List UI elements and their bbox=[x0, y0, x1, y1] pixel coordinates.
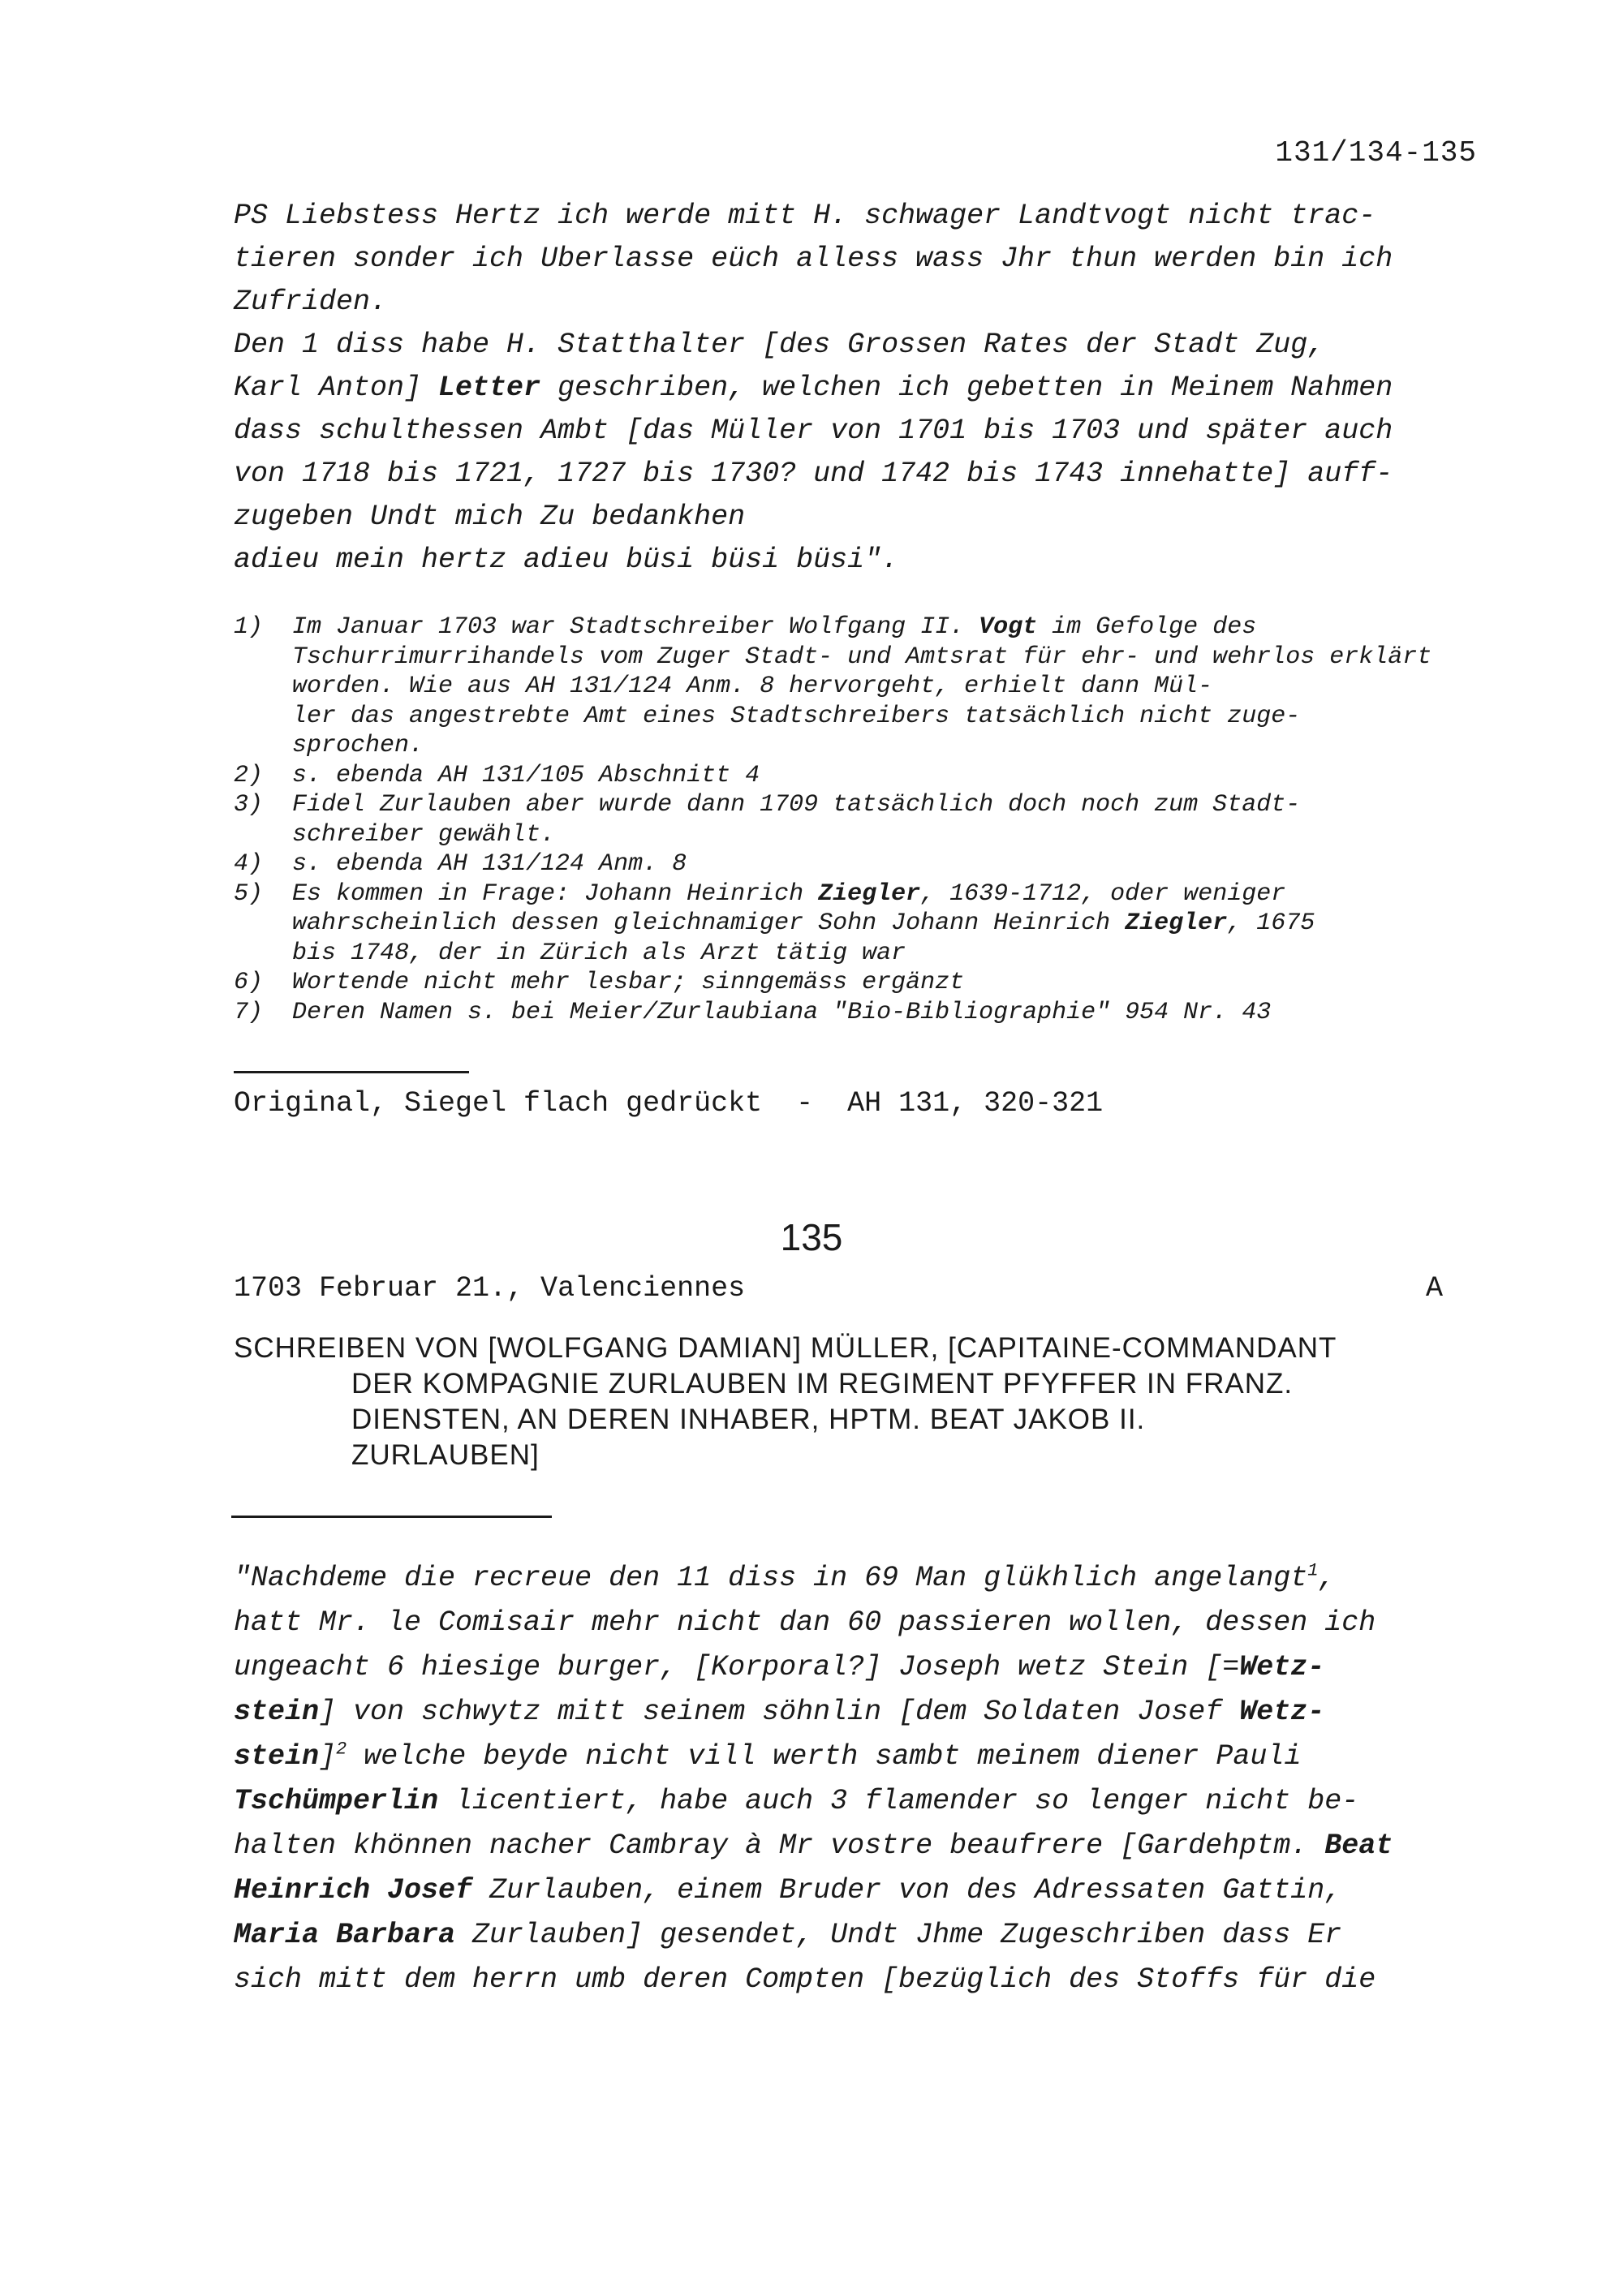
postscript-block bbox=[234, 195, 1483, 582]
body-text: ungeacht 6 hiesige burger, [Korporal?] Joseph wetz Stein [= bbox=[234, 1651, 1240, 1683]
body-line bbox=[234, 1913, 1483, 1958]
title-line: ZURLAUBEN] bbox=[351, 1439, 540, 1471]
fn-text: ler das angestrebte Amt eines Stadtschreibers tatsächlich nicht zuge- bbox=[292, 702, 1301, 730]
footnote-number: 5) bbox=[234, 879, 264, 908]
body-line bbox=[234, 1735, 1483, 1779]
body-text: licentiert, habe auch 3 flamender so lenger nicht be- bbox=[438, 1785, 1359, 1817]
date-place: 1703 Februar 21., Valenciennes bbox=[234, 1272, 746, 1305]
divider-rule bbox=[231, 1516, 552, 1518]
footnote-2 bbox=[234, 761, 1483, 791]
body-line bbox=[234, 1824, 1483, 1868]
fn-bold: Ziegler bbox=[818, 879, 921, 908]
ps-line: zugeben Undt mich Zu bedankhen bbox=[234, 501, 746, 533]
ps-line: PS Liebstess Hertz ich werde mitt H. schwager Landtvogt nicht trac- bbox=[234, 200, 1376, 232]
fn-bold: Vogt bbox=[979, 613, 1038, 641]
body-text: ] bbox=[319, 1740, 337, 1773]
body-bold: stein bbox=[234, 1740, 320, 1773]
body-bold: Heinrich Josef bbox=[234, 1874, 473, 1907]
body-line bbox=[234, 1868, 1483, 1913]
footnote-text: Wortende nicht mehr lesbar; sinngemäss ergänzt bbox=[292, 969, 965, 996]
footnote-number: 3) bbox=[234, 791, 264, 819]
ps-bold-word: Letter bbox=[438, 372, 541, 404]
footnote-4 bbox=[234, 849, 1483, 879]
ps-line bbox=[234, 367, 1483, 410]
body-line: sich mitt dem herrn umb deren Compten [bezüglich des Stoffs für die bbox=[234, 1963, 1376, 1996]
ps-line: dass schulthessen Ambt [das Müller von 1701 bis 1703 und später auch bbox=[234, 415, 1393, 447]
body-text: ] von schwytz mitt seinem söhnlin [dem Soldaten Josef bbox=[319, 1696, 1240, 1728]
fn-text: Im Januar 1703 war Stadtschreiber Wolfgang II. bbox=[292, 613, 979, 641]
footnote-1 bbox=[234, 613, 1483, 761]
footnote-5 bbox=[234, 879, 1483, 969]
body-line bbox=[234, 1645, 1483, 1690]
body-text: , bbox=[1318, 1562, 1336, 1594]
footnotes bbox=[234, 613, 1483, 1027]
footnote-6 bbox=[234, 968, 1483, 998]
fn-text: Fidel Zurlauben aber wurde dann 1709 tatsächlich doch noch zum Stadt- bbox=[292, 791, 1301, 819]
body-text: welche beyde nicht vill werth sambt meinem diener Pauli bbox=[347, 1740, 1302, 1773]
date-place-line bbox=[234, 1272, 1443, 1305]
footnote-ref: 1 bbox=[1307, 1560, 1319, 1581]
body-line bbox=[234, 1690, 1483, 1735]
body-text: "Nachdeme die recreue den 11 diss in 69 Man glükhlich angelangt bbox=[234, 1562, 1308, 1594]
footnote-3 bbox=[234, 790, 1483, 849]
document-code: A bbox=[1425, 1272, 1443, 1305]
footnote-number: 2) bbox=[234, 761, 264, 789]
footnote-text bbox=[292, 790, 1483, 849]
ps-line: Zufriden. bbox=[234, 286, 388, 318]
footnote-number: 7) bbox=[234, 998, 264, 1026]
fn-text: bis 1748, der in Zürich als Arzt tätig war bbox=[292, 939, 906, 967]
body-bold: Tschümperlin bbox=[234, 1785, 439, 1817]
body-line bbox=[234, 1779, 1483, 1824]
footnote-text bbox=[292, 879, 1483, 969]
fn-bold: Ziegler bbox=[1125, 909, 1228, 937]
body-bold: Beat bbox=[1324, 1829, 1393, 1862]
footnote-text bbox=[292, 613, 1483, 761]
title-line: SCHREIBEN VON [WOLFGANG DAMIAN] MÜLLER, [CAPITAINE-COMMANDANT bbox=[234, 1332, 1337, 1364]
fn-text: , 1639-1712, oder weniger bbox=[920, 879, 1286, 908]
fn-text: sprochen. bbox=[292, 732, 424, 759]
page-reference: 131/134-135 bbox=[1275, 136, 1477, 170]
footnote-number: 6) bbox=[234, 969, 264, 996]
body-text: Zurlauben] gesendet, Undt Jhme Zugeschriben dass Er bbox=[455, 1919, 1342, 1951]
fn-text: , 1675 bbox=[1227, 909, 1315, 937]
ps-text: Karl Anton] bbox=[234, 372, 439, 404]
body-text: halten khönnen nacher Cambray à Mr vostre beaufrere [Gardehptm. bbox=[234, 1829, 1325, 1862]
footnote-ref: 2 bbox=[336, 1739, 347, 1760]
footnote-text: s. ebenda AH 131/105 Abschnitt 4 bbox=[292, 761, 760, 789]
ps-line: Den 1 diss habe H. Statthalter [des Grossen Rates der Stadt Zug, bbox=[234, 329, 1325, 361]
footnote-7 bbox=[234, 998, 1483, 1028]
body-line bbox=[234, 1556, 1483, 1601]
fn-text: schreiber gewählt. bbox=[292, 820, 556, 849]
footnote-number: 4) bbox=[234, 850, 264, 878]
body-text: Zurlauben, einem Bruder von des Adressaten Gattin, bbox=[472, 1874, 1342, 1907]
title-line: DIENSTEN, AN DEREN INHABER, HPTM. BEAT JAKOB II. bbox=[351, 1404, 1146, 1435]
body-line: hatt Mr. le Comisair mehr nicht dan 60 passieren wollen, dessen ich bbox=[234, 1606, 1376, 1639]
footnote-number: 1) bbox=[234, 613, 264, 641]
footnote-text: s. ebenda AH 131/124 Anm. 8 bbox=[292, 850, 687, 878]
document-number: 135 bbox=[780, 1216, 843, 1258]
footnote-text: Deren Namen s. bei Meier/Zurlaubiana "Bio-Bibliographie" 954 Nr. 43 bbox=[292, 998, 1272, 1026]
document-title bbox=[234, 1331, 1483, 1473]
ps-line: adieu mein hertz adieu büsi büsi büsi". bbox=[234, 544, 899, 576]
ps-text: geschriben, welchen ich gebetten in Meinem Nahmen bbox=[558, 372, 1393, 404]
body-bold: Maria Barbara bbox=[234, 1919, 456, 1951]
fn-text: Es kommen in Frage: Johann Heinrich bbox=[292, 879, 819, 908]
letter-body bbox=[234, 1556, 1483, 2002]
fn-text: wahrscheinlich dessen gleichnamiger Sohn Johann Heinrich bbox=[292, 909, 1126, 937]
title-line: DER KOMPAGNIE ZURLAUBEN IM REGIMENT PFYFFER IN FRANZ. bbox=[351, 1368, 1294, 1400]
divider-rule bbox=[234, 1071, 469, 1073]
source-note: Original, Siegel flach gedrückt - AH 131, 320-321 bbox=[234, 1087, 1104, 1120]
body-bold: stein bbox=[234, 1696, 320, 1728]
body-bold: Wetz- bbox=[1239, 1696, 1325, 1728]
fn-text: im Gefolge des Tschurrimurrihandels vom Zuger Stadt- und Amtsrat für ehr- und wehrlos erklärt worden. Wie aus AH 131/124 Anm. 8 hervorgeht, erhielt dann Mül- bbox=[292, 613, 1432, 700]
body-bold: Wetz- bbox=[1239, 1651, 1325, 1683]
ps-line: tieren sonder ich Uberlasse eüch alless wass Jhr thun werden bin ich bbox=[234, 243, 1393, 275]
ps-line: von 1718 bis 1721, 1727 bis 1730? und 1742 bis 1743 innehatte] auff- bbox=[234, 458, 1393, 490]
